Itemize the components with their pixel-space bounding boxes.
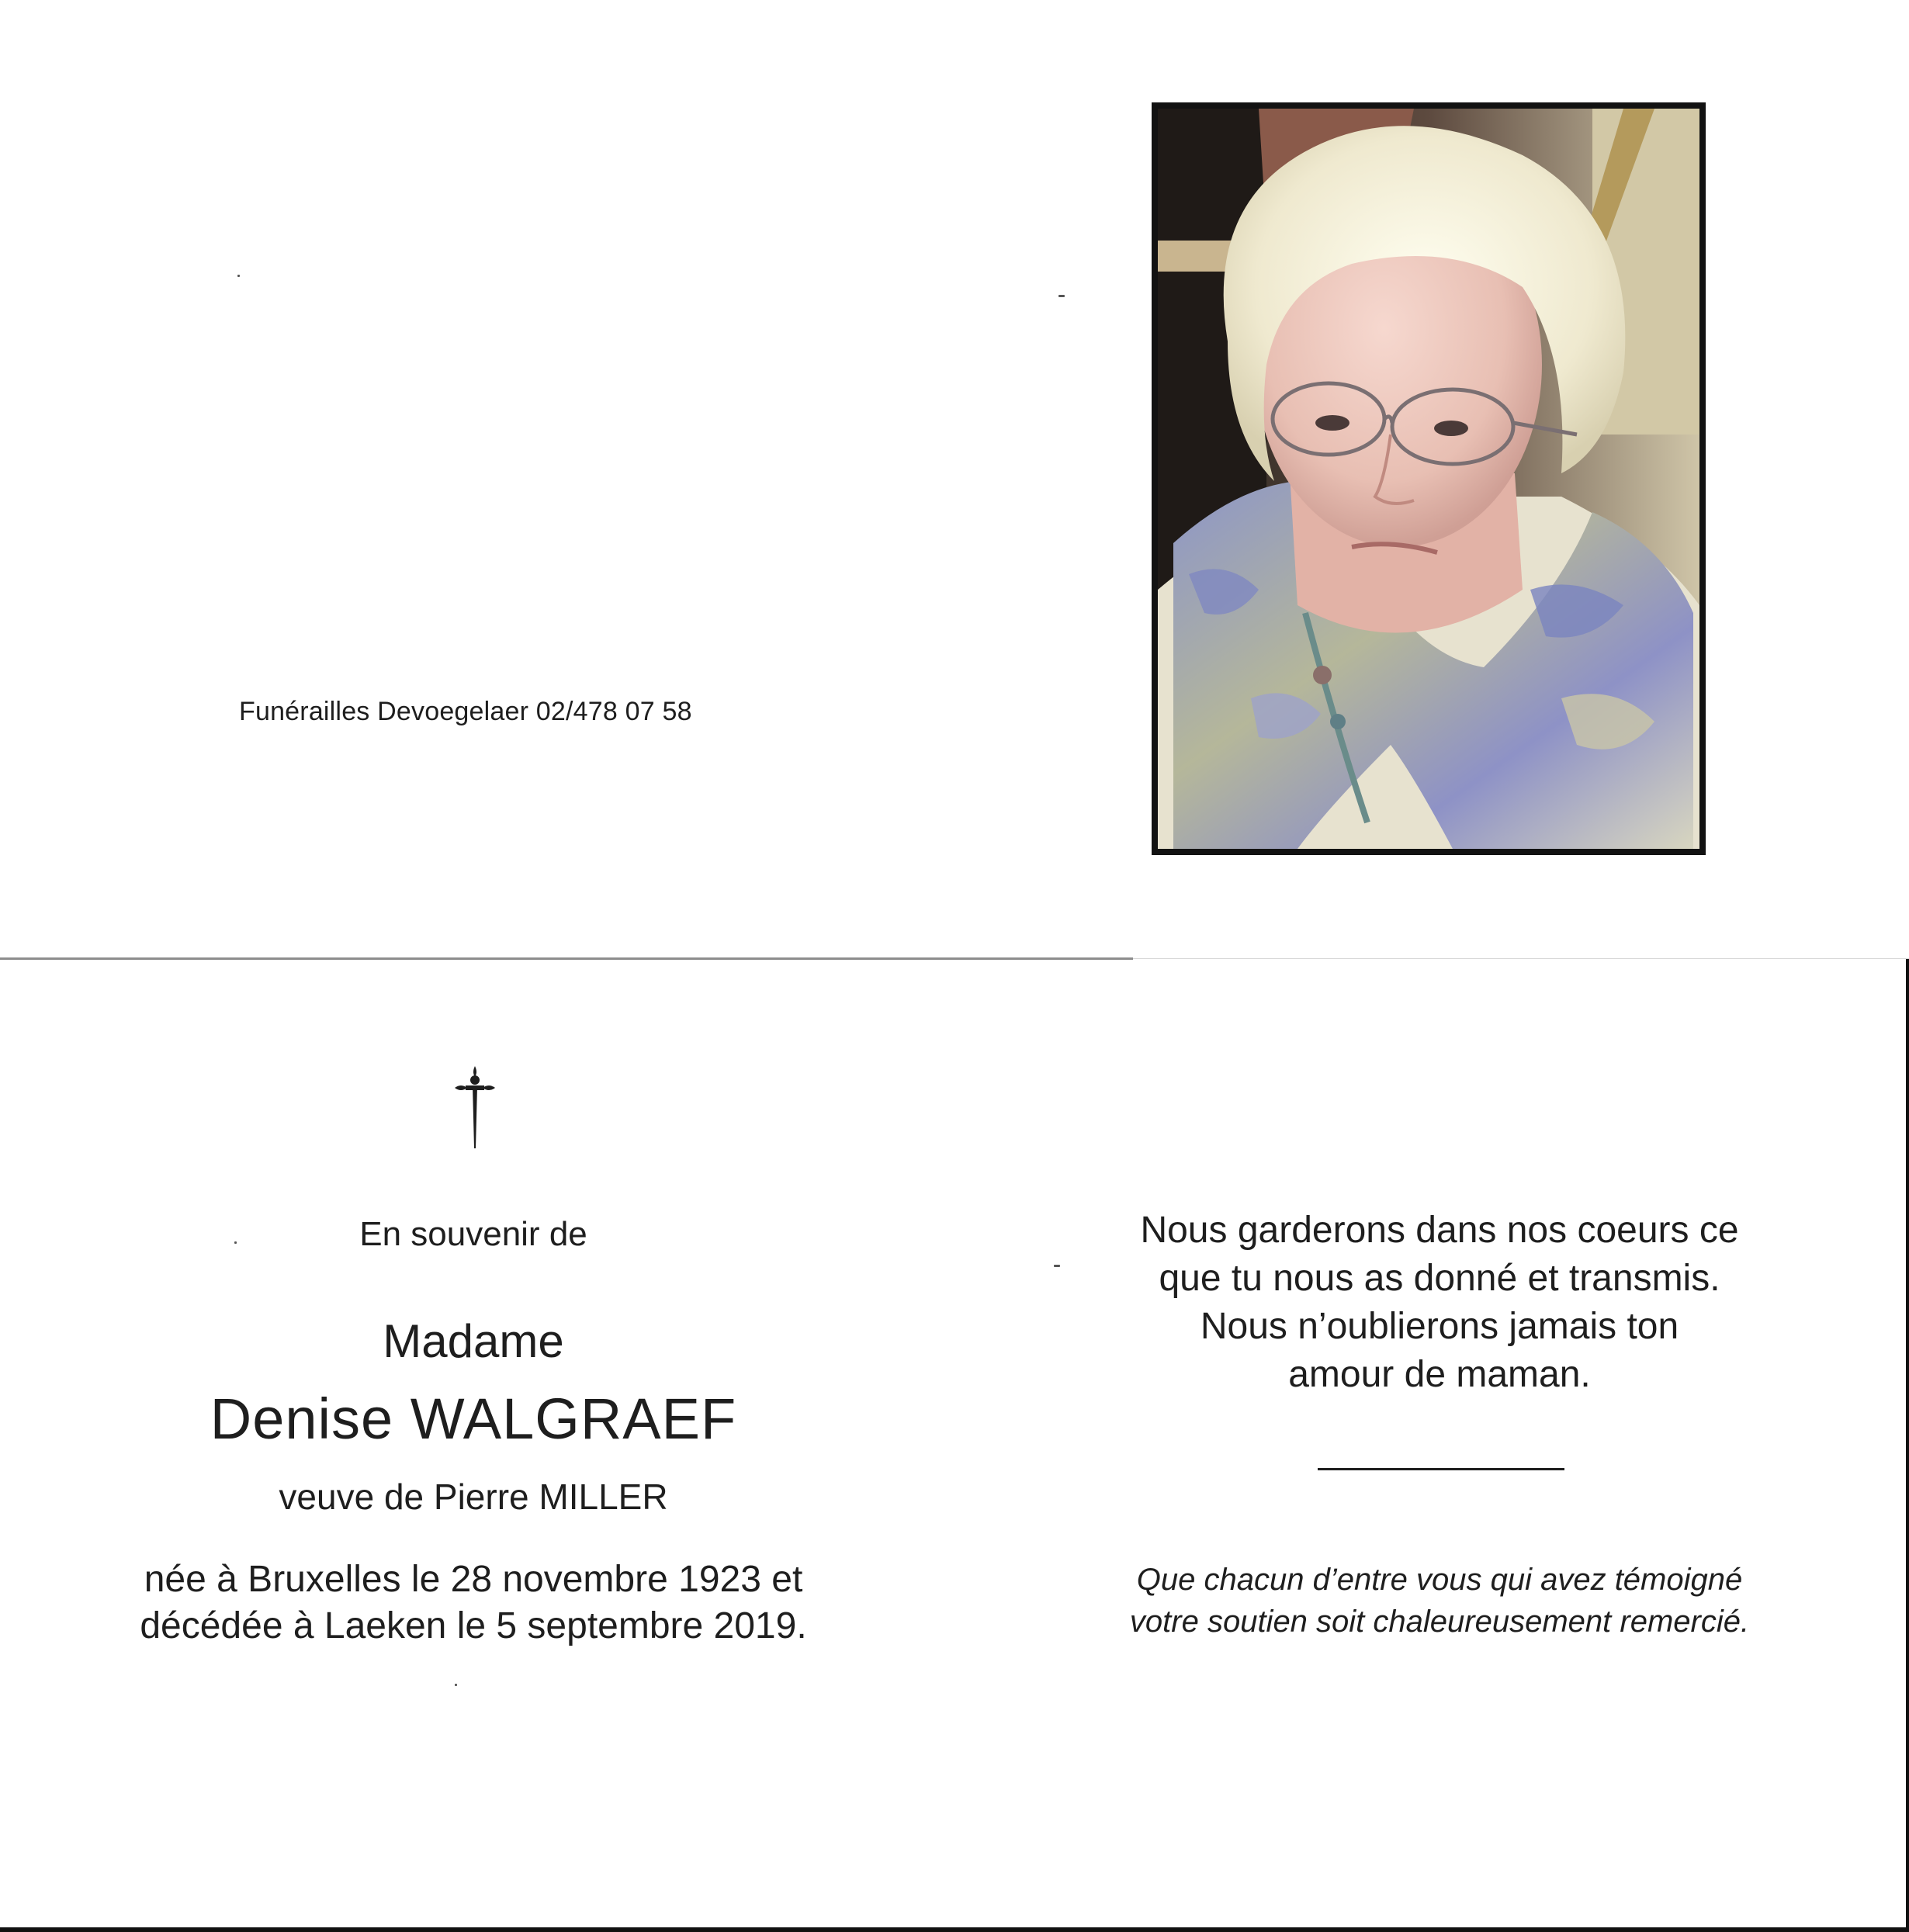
birth-line: née à Bruxelles le 28 novembre 1923 et [144, 1559, 803, 1600]
poem-line: que tu nous as donné et transmis. [1159, 1258, 1720, 1299]
funeral-home-contact: Funérailles Devoegelaer 02/478 07 58 [239, 697, 692, 726]
portrait-frame [1152, 102, 1706, 855]
card-outer-panel [0, 0, 1909, 959]
scan-speck [237, 275, 240, 277]
poem-line: Nous n’oublierons jamais ton [1200, 1306, 1679, 1347]
death-line: décédée à Laeken le 5 septembre 2019. [140, 1605, 807, 1646]
fold-line-faint [1133, 958, 1909, 959]
thanks-line: votre soutien soit chaleureusement remercié. [1129, 1605, 1750, 1639]
scan-edge-right [1906, 959, 1909, 1932]
portrait-photo [1158, 109, 1699, 849]
scan-edge-bottom [0, 1927, 1909, 1932]
thanks-line: Que chacun d’entre vous qui avez témoigné [1136, 1563, 1743, 1597]
scan-speck [234, 1241, 237, 1244]
scan-speck [1054, 1265, 1060, 1267]
scan-speck [455, 1684, 457, 1686]
poem-line: Nous garderons dans nos coeurs ce [1140, 1210, 1739, 1251]
text-divider [1318, 1468, 1564, 1470]
fold-line [0, 957, 1133, 960]
cross-icon [444, 1065, 506, 1150]
honorific: Madame [383, 1315, 564, 1367]
widow-line: veuve de Pierre MILLER [279, 1477, 668, 1517]
scan-speck [1058, 295, 1065, 297]
poem-line: amour de maman. [1288, 1354, 1591, 1395]
souvenir-line: En souvenir de [359, 1215, 587, 1253]
deceased-name: Denise WALGRAEF [210, 1387, 737, 1451]
